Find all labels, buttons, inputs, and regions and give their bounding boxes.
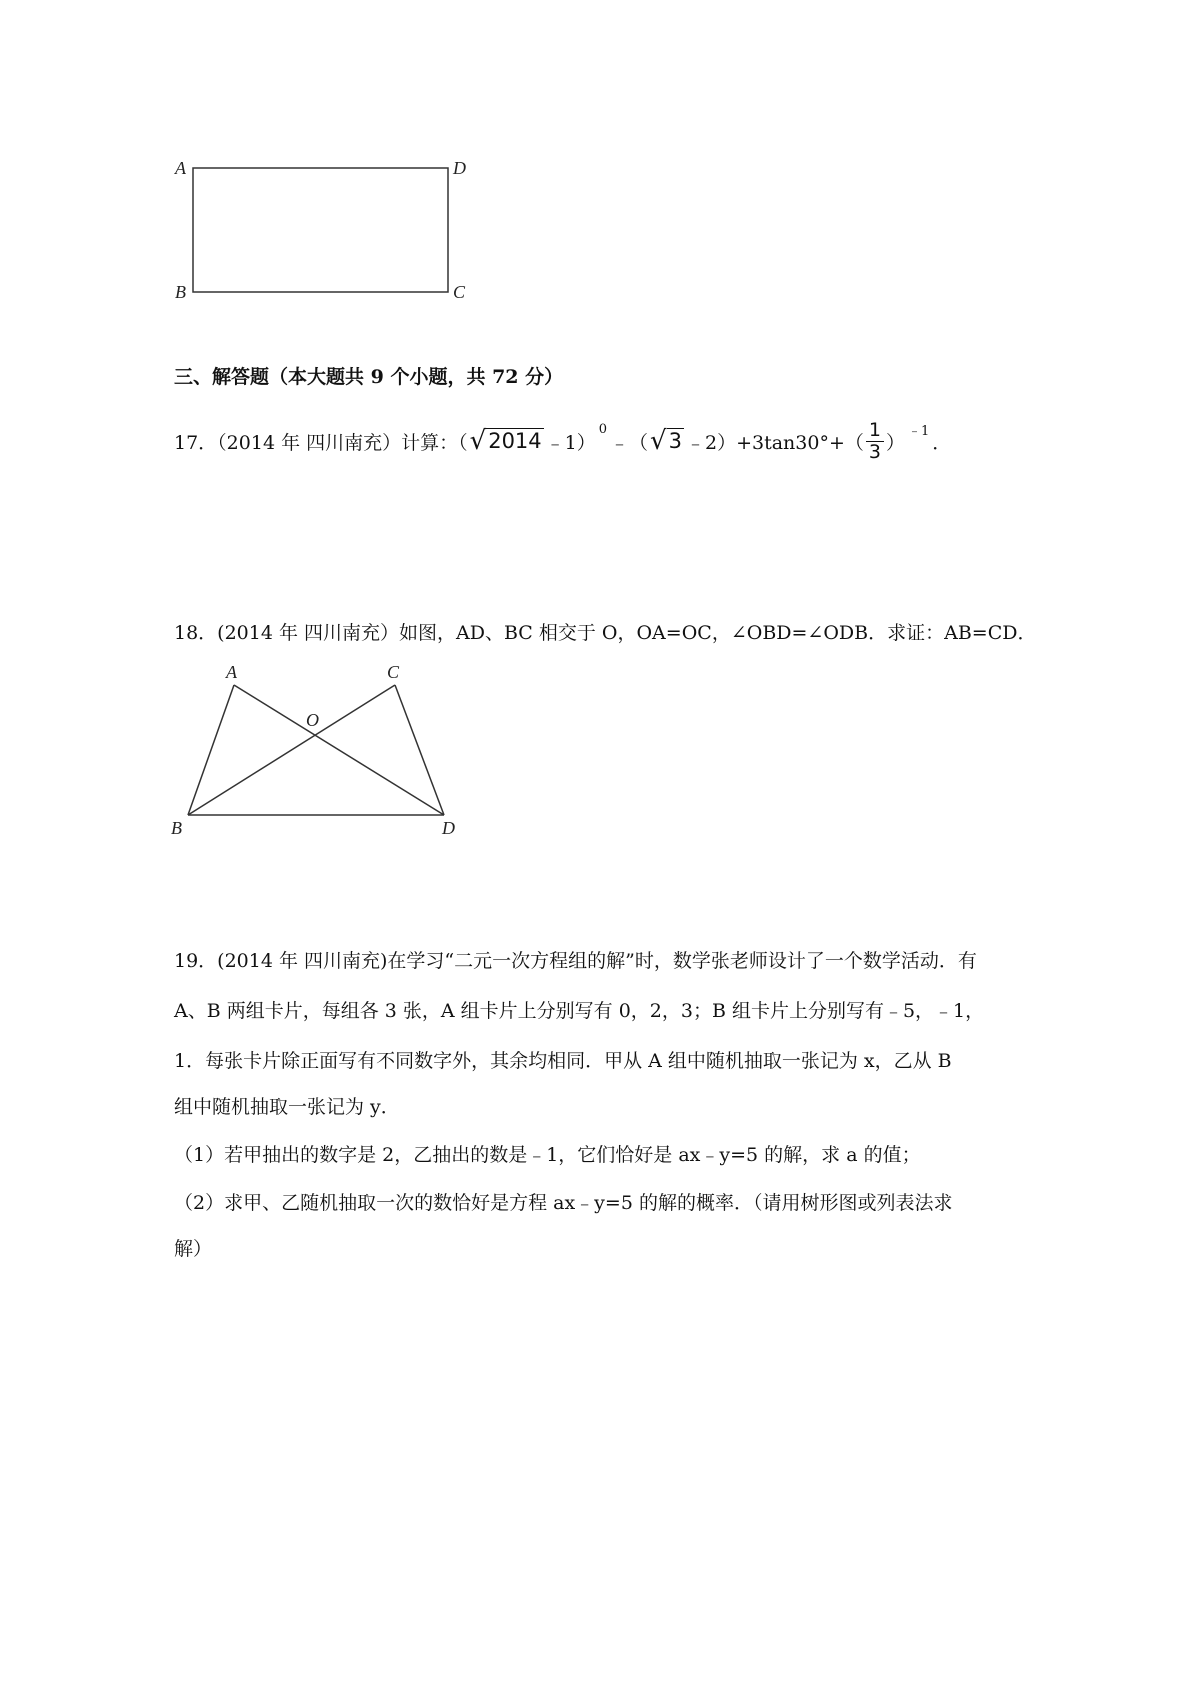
label-b: B <box>171 818 182 838</box>
crossed-triangles-figure <box>168 662 468 842</box>
q17-part5: ） <box>886 431 906 454</box>
sqrt-3 <box>650 428 684 454</box>
radical-sign-icon: √ <box>650 426 667 456</box>
question-19-part-2-cont: 解） <box>174 1238 213 1260</box>
rectangle-abcd <box>193 168 448 292</box>
segment-ad <box>234 685 444 815</box>
label-c: C <box>453 282 466 302</box>
radical-sign-icon: √ <box>469 426 487 456</box>
exponent-neg-one: ﹣1 <box>908 423 930 439</box>
question-19-line-2: A、B 两组卡片，每组各 3 张，A 组卡片上分别写有 0，2，3；B 组卡片上分别写有﹣5，﹣1， <box>174 1000 985 1022</box>
section-title: 三、解答题（本大题共 9 个小题，共 72 分） <box>174 366 564 388</box>
radicand-2014: 2014 <box>488 429 542 453</box>
exponent-zero: 0 <box>598 421 608 437</box>
segment-ab <box>188 685 234 815</box>
q17-prefix: 17．（2014 年 四川南充）计算：（ <box>174 431 468 454</box>
label-d: D <box>453 158 466 178</box>
question-19-line-4: 组中随机抽取一张记为 y． <box>174 1096 400 1118</box>
segment-cd <box>395 685 444 815</box>
sqrt-2014 <box>470 428 544 454</box>
label-c: C <box>387 662 400 682</box>
fraction-denominator: 3 <box>868 440 881 463</box>
rectangle-figure <box>168 150 478 310</box>
question-19-line-3: 1．每张卡片除正面写有不同数字外，其余均相同．甲从 A 组中随机抽取一张记为 x，乙从 B <box>174 1050 952 1072</box>
q17-part2: ﹣1） <box>545 431 596 454</box>
segment-bc <box>188 685 395 815</box>
label-a: A <box>175 158 186 178</box>
question-19-line-1: 19．(2014 年 四川南充)在学习“二元一次方程组的解”时，数学张老师设计了一个数学活动．有 <box>174 950 977 972</box>
question-17 <box>174 418 951 464</box>
question-19-part-2: （2）求甲、乙随机抽取一次的数恰好是方程 ax﹣y=5 的解的概率．（请用树形图或列表法求 <box>174 1192 953 1214</box>
label-b: B <box>175 282 186 302</box>
fraction-numerator: 1 <box>866 420 884 442</box>
q17-suffix: ． <box>932 431 952 454</box>
label-o: O <box>306 710 319 730</box>
q17-part4: ﹣2）+3tan30°+（ <box>686 431 864 454</box>
label-a: A <box>226 662 237 682</box>
label-d: D <box>442 818 455 838</box>
question-19-part-1: （1）若甲抽出的数字是 2，乙抽出的数是﹣1，它们恰好是 ax﹣y=5 的解，求 a 的值； <box>174 1144 921 1166</box>
question-18-text: 18．(2014 年 四川南充）如图，AD、BC 相交于 O，OA=OC，∠OBD=∠ODB．求证：AB=CD． <box>174 622 1037 644</box>
q17-part3: ﹣（ <box>610 431 649 454</box>
fraction-one-third <box>866 420 884 463</box>
radicand-3: 3 <box>668 429 682 453</box>
